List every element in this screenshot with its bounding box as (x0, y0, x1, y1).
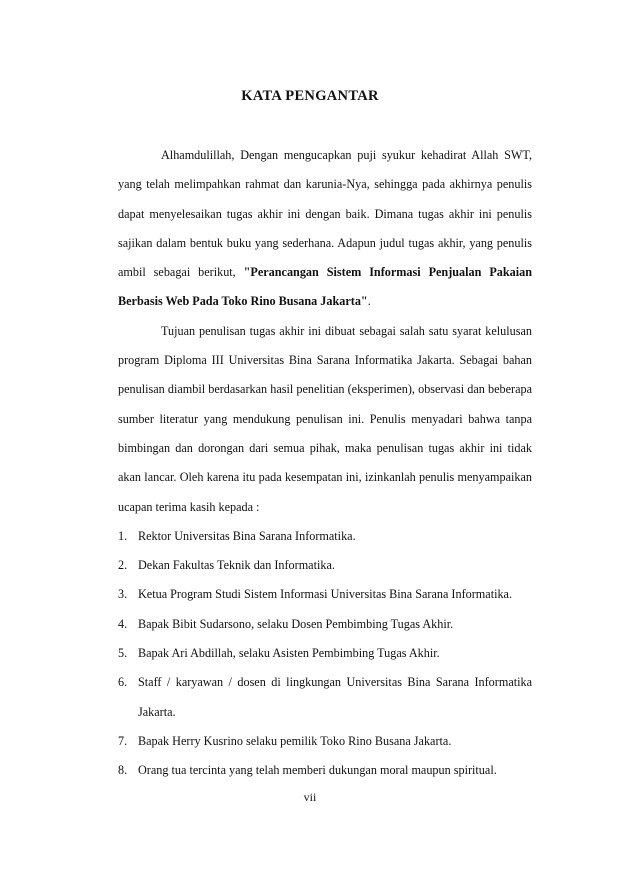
list-text: Orang tua tercinta yang telah memberi dukungan moral maupun spiritual. (138, 763, 497, 778)
list-item (118, 727, 532, 756)
list-number: 8. (118, 763, 128, 778)
page-title: KATA PENGANTAR (241, 88, 379, 104)
document-body (118, 141, 532, 786)
paragraph-intro-text: Alhamdulillah, Dengan mengucapkan puji syukur kehadirat Allah SWT, yang telah melimpahkan rahmat dan karunia-Nya, sehingga pada akhirnya penulis dapat menyelesaikan tugas akhir ini dengan baik. Dimana tugas akhir ini penulis sajikan dalam bentuk buku yang sederhana. Adapun judul tugas akhir, yang penulis ambil sebagai berikut, (118, 148, 532, 280)
acknowledgement-list (118, 522, 532, 786)
list-item (118, 551, 532, 580)
page-number: vii (303, 790, 317, 804)
list-number: 5. (118, 646, 128, 661)
list-number: 1. (118, 528, 128, 543)
list-item (118, 668, 532, 727)
list-number: 3. (118, 587, 128, 602)
list-item (118, 756, 532, 785)
list-item (118, 639, 532, 668)
list-item (118, 580, 532, 609)
list-item (118, 522, 532, 551)
list-text: Staff / karyawan / dosen di lingkungan Universitas Bina Sarana Informatika Jakarta. (138, 675, 532, 719)
list-text: Ketua Program Studi Sistem Informasi Universitas Bina Sarana Informatika. (138, 587, 513, 602)
list-text: Bapak Ari Abdillah, selaku Asisten Pembimbing Tugas Akhir. (138, 646, 440, 661)
list-number: 7. (118, 733, 128, 748)
list-number: 4. (118, 616, 128, 631)
list-item (118, 610, 532, 639)
thesis-title: "Perancangan Sistem Informasi Penjualan Pakaian Berbasis Web Pada Toko Rino Busana Jakarta" (118, 265, 532, 309)
paragraph-purpose: Tujuan penulisan tugas akhir ini dibuat sebagai salah satu syarat kelulusan program Diploma III Universitas Bina Sarana Informatika Jakarta. Sebagai bahan penulisan diambil berdasarkan hasil penelitian (eksperimen), observasi dan beberapa sumber literatur yang mendukung penulisan ini. Penulis menyadari bahwa tanpa bimbingan dan dorongan dari semua pihak, maka penulisan tugas akhir ini tidak akan lancar. Oleh karena itu pada kesempatan ini, izinkanlah penulis menyampaikan ucapan terima kasih kepada : (118, 323, 532, 514)
list-text: Dekan Fakultas Teknik dan Informatika. (138, 558, 335, 573)
list-text: Bapak Herry Kusrino selaku pemilik Toko Rino Busana Jakarta. (138, 733, 452, 748)
list-text: Bapak Bibit Sudarsono, selaku Dosen Pembimbing Tugas Akhir. (138, 616, 454, 631)
list-number: 2. (118, 558, 128, 573)
list-text: Rektor Universitas Bina Sarana Informatika. (138, 528, 356, 543)
list-number: 6. (118, 675, 128, 690)
paragraph-intro (118, 141, 532, 317)
paragraph-intro-end: . (367, 294, 371, 309)
